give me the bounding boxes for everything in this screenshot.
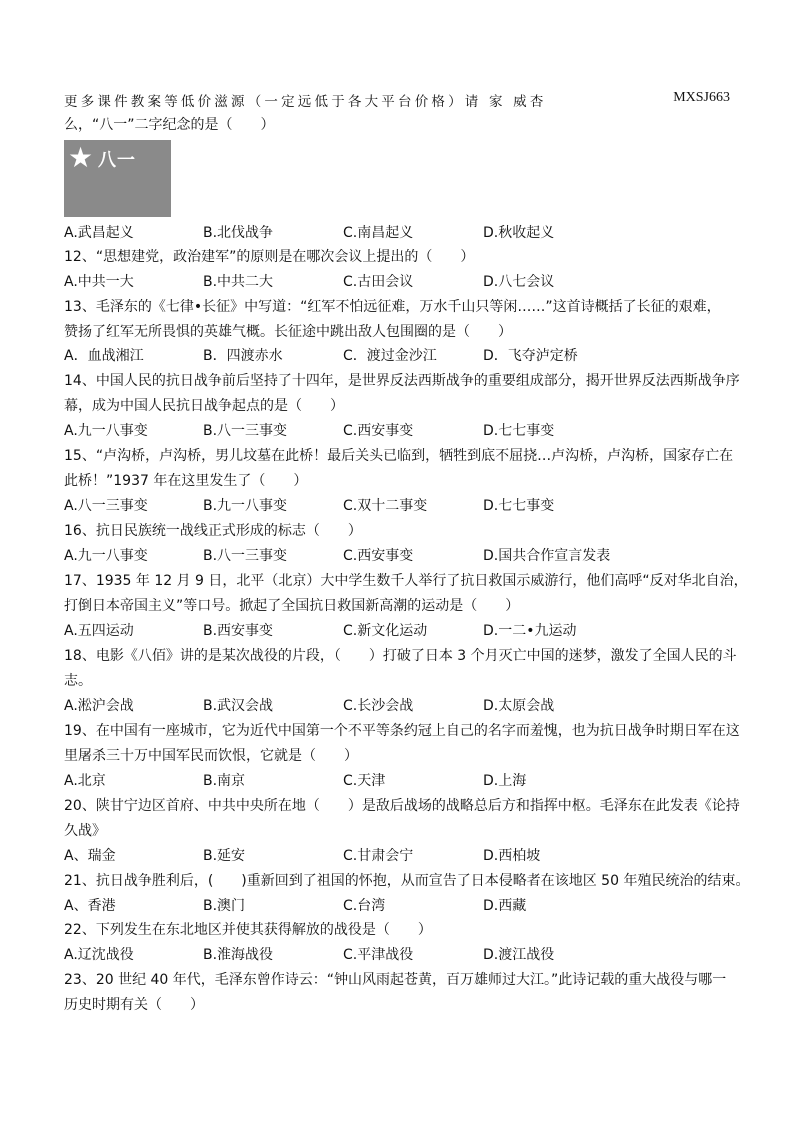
option-d: D.八七会议 [483, 274, 555, 290]
option-d: D.西柏坡 [483, 848, 541, 864]
option-a: A、香港 [64, 898, 116, 914]
option-b: B.武汉会战 [203, 698, 274, 714]
option-a: A.淞沪会战 [64, 698, 134, 714]
question-23-stem-cont: 历史时期有关（ ） [64, 997, 204, 1013]
option-b: B．四渡赤水 [203, 348, 283, 364]
question-22-stem: 22、下列发生在东北地区并使其获得解放的战役是（ ） [64, 922, 432, 938]
option-a: A．血战湘江 [64, 348, 144, 364]
option-c: C.长沙会战 [343, 698, 414, 714]
option-c: C.西安事变 [343, 548, 414, 564]
option-a: A.中共一大 [64, 274, 134, 290]
question-20-stem-cont: 久战》 [64, 823, 106, 839]
option-c: C.甘肃会宁 [343, 848, 414, 864]
star-icon: ★ [68, 141, 94, 174]
question-15-stem-cont: 此桥！”1937 年在这里发生了（ ） [64, 473, 308, 489]
option-b: B.延安 [203, 848, 246, 864]
question-21-options [64, 896, 684, 916]
option-b: B.西安事变 [203, 623, 274, 639]
question-13-stem-cont: 赞扬了红军无所畏惧的英雄气概。长征途中跳出敌人包围圈的是（ ） [64, 324, 512, 340]
option-c: C.平津战役 [343, 947, 414, 963]
header-code: MXSJ663 [673, 90, 730, 105]
option-b: B.澳门 [203, 898, 246, 914]
question-20-stem: 20、陕甘宁边区首府、中共中央所在地（ ）是敌后战场的战略总后方和指挥中枢。毛泽东在此发表《论持 [64, 798, 740, 814]
option-d: D.西藏 [483, 898, 527, 914]
option-b: B.中共二大 [203, 274, 274, 290]
question-12-stem: 12、“思想建党，政治建军”的原则是在哪次会议上提出的（ ） [64, 249, 475, 265]
question-16-options [64, 546, 684, 566]
question-17-stem: 17、1935 年 12 月 9 日，北平（北京）大中学生数千人举行了抗日救国示威游行，他们高呼“反对华北自治， [64, 573, 748, 589]
option-c: C.双十二事变 [343, 498, 428, 514]
question-13-stem: 13、毛泽东的《七律•长征》中写道：“红军不怕远征难，万水千山只等闲……”这首诗概括了长征的艰难， [64, 299, 721, 315]
option-c: C.南昌起义 [343, 225, 414, 241]
bayi-flag-image [64, 140, 171, 217]
option-a: A.武昌起义 [64, 225, 134, 241]
question-13-options [64, 346, 684, 366]
option-c: C.台湾 [343, 898, 386, 914]
question-18-stem: 18、电影《八佰》讲的是某次战役的片段，（ ）打破了日本 3 个月灭亡中国的迷梦，激发了全国人民的斗 [64, 648, 737, 664]
option-d: D.七七事变 [483, 498, 555, 514]
option-a: A.五四运动 [64, 623, 134, 639]
option-c: C．渡过金沙江 [343, 348, 437, 364]
option-a: A、瑞金 [64, 848, 116, 864]
question-14-stem: 14、中国人民的抗日战争前后坚持了十四年，是世界反法西斯战争的重要组成部分，揭开世界反法西斯战争序 [64, 373, 740, 389]
question-15-stem: 15、“卢沟桥，卢沟桥，男儿坟墓在此桥！最后关头已临到，牺牲到底不屈挠…卢沟桥，卢沟桥，国家存亡在 [64, 448, 734, 464]
option-c: C.新文化运动 [343, 623, 428, 639]
question-14-stem-cont: 幕，成为中国人民抗日战争起点的是（ ） [64, 398, 344, 414]
question-19-stem-cont: 里屠杀三十万中国军民而饮恨，它就是（ ） [64, 748, 358, 764]
option-c: C.古田会议 [343, 274, 414, 290]
question-20-options [64, 846, 684, 866]
header-text: 更多课件教案等低价滋源（一定远低于各大平台价格）请 家 威杏 [64, 94, 547, 110]
option-b: B.北伐战争 [203, 225, 274, 241]
question-12-options [64, 272, 684, 292]
option-b: B.九一八事变 [203, 498, 288, 514]
question-21-stem: 21、抗日战争胜利后，( )重新回到了祖国的怀抱，从而宣告了日本侵略者在该地区 50 年殖民统治的结束。 [64, 873, 750, 889]
question-19-stem: 19、在中国有一座城市，它为近代中国第一个不平等条约冠上自己的名字而羞愧，也为抗日战争时期日军在这 [64, 723, 740, 739]
option-b: B.南京 [203, 773, 246, 789]
question-11-options [64, 223, 684, 243]
option-d: D.渡江战役 [483, 947, 555, 963]
question-19-options [64, 771, 684, 791]
option-d: D．飞夺泸定桥 [483, 348, 578, 364]
option-d: D.一二•九运动 [483, 623, 577, 639]
question-17-stem-cont: 打倒日本帝国主义”等口号。掀起了全国抗日救国新高潮的运动是（ ） [64, 598, 520, 614]
question-17-options [64, 621, 684, 641]
question-18-options [64, 696, 684, 716]
option-c: C.西安事变 [343, 423, 414, 439]
option-b: B.八一三事变 [203, 423, 288, 439]
question-22-options [64, 945, 684, 965]
option-a: A.九一八事变 [64, 423, 148, 439]
option-a: A.北京 [64, 773, 106, 789]
page-header [64, 90, 730, 110]
flag-text: 八一 [98, 150, 136, 171]
question-16-stem: 16、抗日民族统一战线正式形成的标志（ ） [64, 523, 362, 539]
option-d: D.秋收起义 [483, 225, 555, 241]
option-b: B.八一三事变 [203, 548, 288, 564]
option-a: A.九一八事变 [64, 548, 148, 564]
option-a: A.辽沈战役 [64, 947, 134, 963]
question-15-options [64, 496, 684, 516]
option-b: B.淮海战役 [203, 947, 274, 963]
question-11-stem: 么，“八一”二字纪念的是（ ） [64, 117, 275, 133]
option-d: D.太原会战 [483, 698, 555, 714]
option-c: C.天津 [343, 773, 386, 789]
question-18-stem-cont: 志。 [64, 673, 92, 689]
option-d: D.上海 [483, 773, 527, 789]
question-14-options [64, 421, 684, 441]
question-23-stem: 23、20 世纪 40 年代，毛泽东曾作诗云：“钟山风雨起苍黄，百万雄师过大江。”此诗记载的重大战役与哪一 [64, 972, 727, 988]
option-a: A.八一三事变 [64, 498, 148, 514]
option-d: D.国共合作宣言发表 [483, 548, 611, 564]
option-d: D.七七事变 [483, 423, 555, 439]
